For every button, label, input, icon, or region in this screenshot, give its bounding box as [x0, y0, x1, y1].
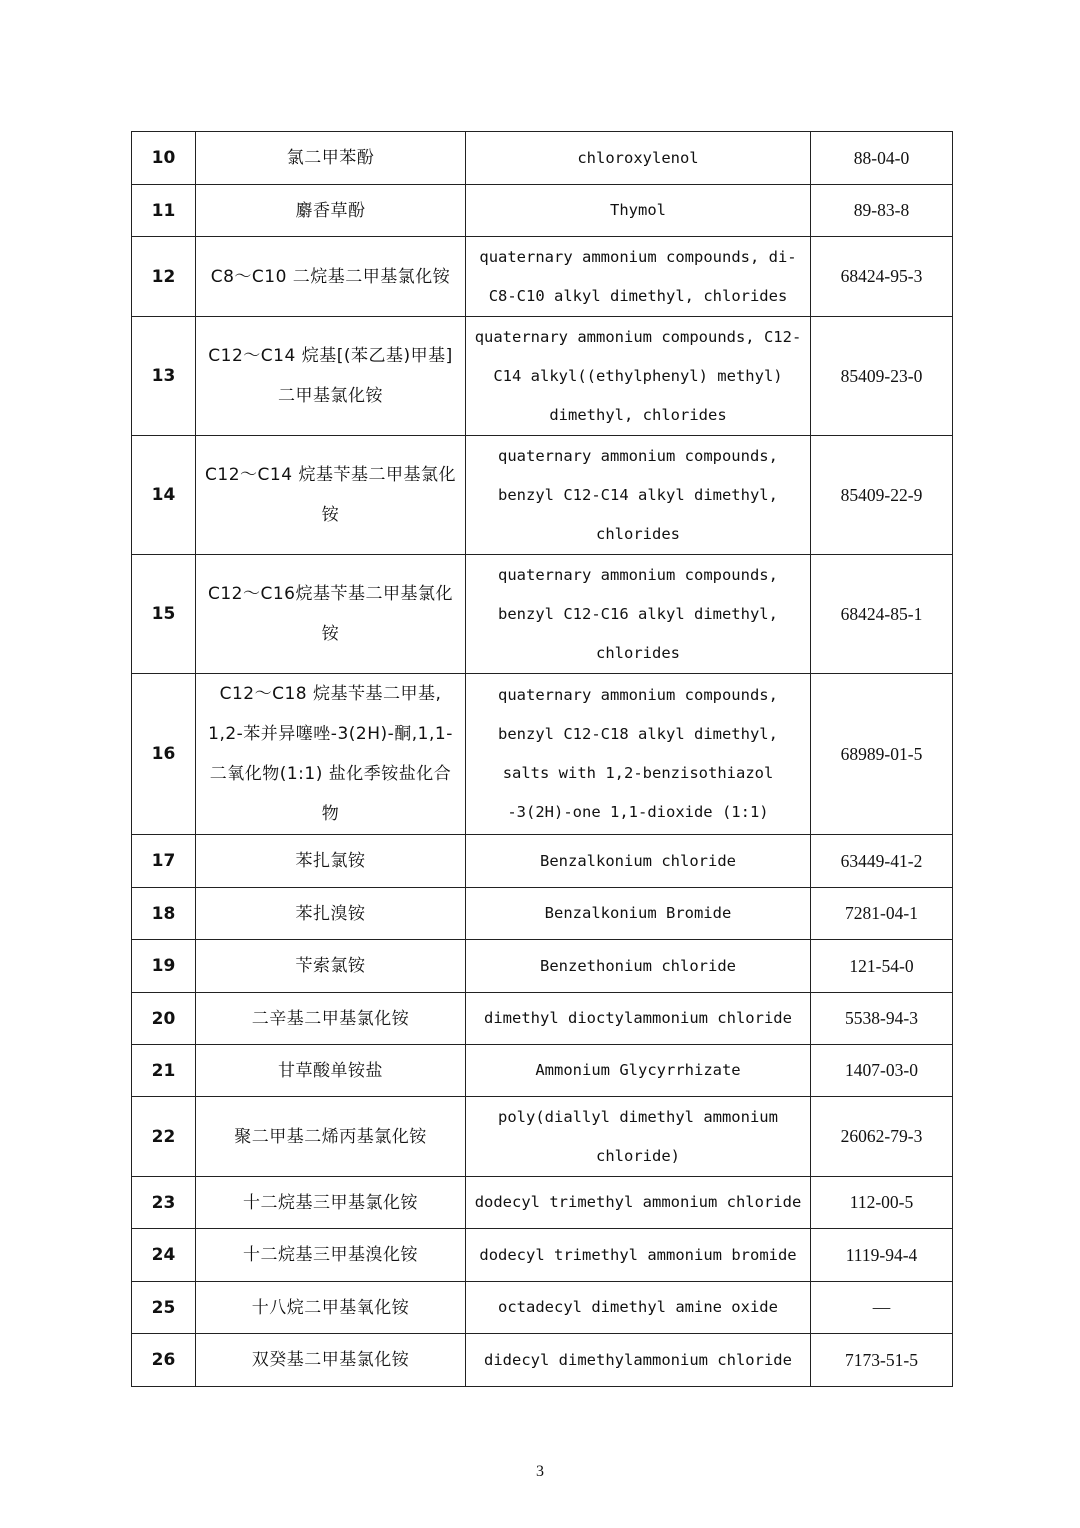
row-number: 11 [132, 185, 196, 237]
chinese-name: C12～C14 烷基[(苯乙基)甲基]二甲基氯化铵 [196, 317, 466, 436]
cas-number: 68989-01-5 [811, 674, 953, 835]
english-name: Benzalkonium Bromide [466, 888, 811, 940]
english-name: quaternary ammonium compounds, C12-C14 alkyl((ethylphenyl) methyl) dimethyl, chlorides [466, 317, 811, 436]
english-name: octadecyl dimethyl amine oxide [466, 1282, 811, 1334]
row-number: 16 [132, 674, 196, 835]
row-number: 14 [132, 436, 196, 555]
english-name: poly(diallyl dimethyl ammonium chloride) [466, 1097, 811, 1177]
table-row [132, 1282, 953, 1334]
table-row [132, 1177, 953, 1229]
disinfectant-ingredient-table [131, 131, 953, 1387]
cas-number: 7281-04-1 [811, 888, 953, 940]
chinese-name: C12～C18 烷基苄基二甲基, 1,2-苯并异噻唑-3(2H)-酮,1,1-二氧化物(1:1) 盐化季铵盐化合物 [196, 674, 466, 835]
cas-number: 1119-94-4 [811, 1229, 953, 1282]
page-number: 3 [536, 1463, 544, 1480]
table-row [132, 237, 953, 317]
english-name: Thymol [466, 185, 811, 237]
chinese-name: 苯扎氯铵 [196, 835, 466, 888]
chinese-name: 十二烷基三甲基溴化铵 [196, 1229, 466, 1282]
table-row [132, 1045, 953, 1097]
english-name: quaternary ammonium compounds, benzyl C12-C16 alkyl dimethyl, chlorides [466, 555, 811, 674]
english-name: quaternary ammonium compounds, benzyl C12-C14 alkyl dimethyl, chlorides [466, 436, 811, 555]
english-name: dodecyl trimethyl ammonium chloride [466, 1177, 811, 1229]
row-number: 25 [132, 1282, 196, 1334]
row-number: 22 [132, 1097, 196, 1177]
row-number: 18 [132, 888, 196, 940]
chinese-name: 氯二甲苯酚 [196, 132, 466, 185]
cas-number: — [811, 1282, 953, 1334]
english-name: quaternary ammonium compounds, benzyl C12-C18 alkyl dimethyl, salts with 1,2-benzisothiazol -3(2H)-one 1,1-dioxide (1:1) [466, 674, 811, 835]
english-name: Benzethonium chloride [466, 940, 811, 993]
row-number: 23 [132, 1177, 196, 1229]
row-number: 15 [132, 555, 196, 674]
table-row [132, 940, 953, 993]
cas-number: 26062-79-3 [811, 1097, 953, 1177]
table-row [132, 674, 953, 835]
chinese-name: 聚二甲基二烯丙基氯化铵 [196, 1097, 466, 1177]
chinese-name: 苄索氯铵 [196, 940, 466, 993]
cas-number: 85409-23-0 [811, 317, 953, 436]
chinese-name: 麝香草酚 [196, 185, 466, 237]
chinese-name: 十八烷二甲基氧化铵 [196, 1282, 466, 1334]
chinese-name: 苯扎溴铵 [196, 888, 466, 940]
table-row [132, 1097, 953, 1177]
table-row [132, 1334, 953, 1387]
row-number: 20 [132, 993, 196, 1045]
cas-number: 68424-95-3 [811, 237, 953, 317]
chinese-name: 甘草酸单铵盐 [196, 1045, 466, 1097]
cas-number: 88-04-0 [811, 132, 953, 185]
english-name: quaternary ammonium compounds, di-C8-C10 alkyl dimethyl, chlorides [466, 237, 811, 317]
table-row [132, 993, 953, 1045]
row-number: 12 [132, 237, 196, 317]
cas-number: 68424-85-1 [811, 555, 953, 674]
table-row [132, 1229, 953, 1282]
row-number: 13 [132, 317, 196, 436]
english-name: didecyl dimethylammonium chloride [466, 1334, 811, 1387]
row-number: 10 [132, 132, 196, 185]
chinese-name: 二辛基二甲基氯化铵 [196, 993, 466, 1045]
cas-number: 5538-94-3 [811, 993, 953, 1045]
cas-number: 89-83-8 [811, 185, 953, 237]
table-row [132, 132, 953, 185]
cas-number: 121-54-0 [811, 940, 953, 993]
table-row [132, 185, 953, 237]
cas-number: 85409-22-9 [811, 436, 953, 555]
cas-number: 1407-03-0 [811, 1045, 953, 1097]
english-name: dodecyl trimethyl ammonium bromide [466, 1229, 811, 1282]
english-name: Ammonium Glycyrrhizate [466, 1045, 811, 1097]
row-number: 17 [132, 835, 196, 888]
cas-number: 112-00-5 [811, 1177, 953, 1229]
english-name: dimethyl dioctylammonium chloride [466, 993, 811, 1045]
row-number: 24 [132, 1229, 196, 1282]
row-number: 21 [132, 1045, 196, 1097]
table-row [132, 555, 953, 674]
english-name: chloroxylenol [466, 132, 811, 185]
table-row [132, 317, 953, 436]
cas-number: 7173-51-5 [811, 1334, 953, 1387]
table-row [132, 835, 953, 888]
row-number: 26 [132, 1334, 196, 1387]
chinese-name: C12～C14 烷基苄基二甲基氯化铵 [196, 436, 466, 555]
table-row [132, 888, 953, 940]
chinese-name: 双癸基二甲基氯化铵 [196, 1334, 466, 1387]
table-row [132, 436, 953, 555]
cas-number: 63449-41-2 [811, 835, 953, 888]
english-name: Benzalkonium chloride [466, 835, 811, 888]
chinese-name: C12～C16烷基苄基二甲基氯化铵 [196, 555, 466, 674]
row-number: 19 [132, 940, 196, 993]
chinese-name: C8～C10 二烷基二甲基氯化铵 [196, 237, 466, 317]
chinese-name: 十二烷基三甲基氯化铵 [196, 1177, 466, 1229]
